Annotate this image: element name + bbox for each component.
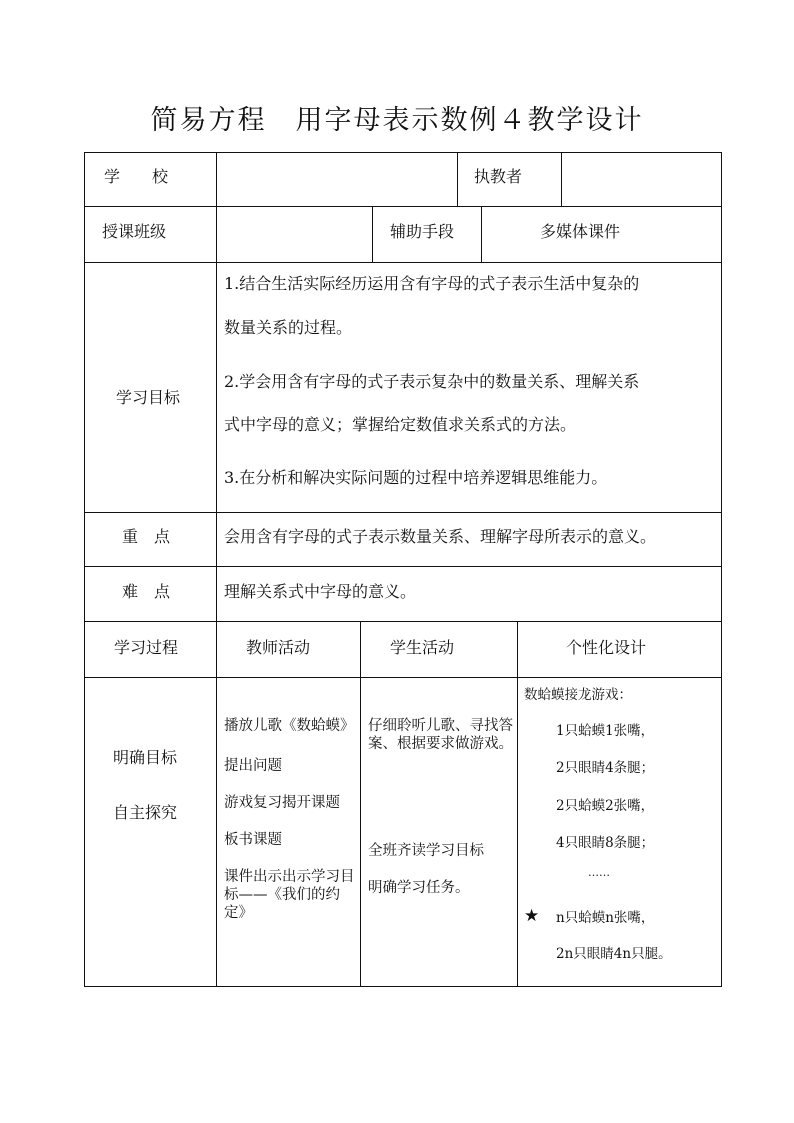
table-border-bottom [84, 986, 722, 987]
row-divider [84, 262, 722, 263]
goal-1-line-2: 数量关系的过程。 [224, 318, 353, 337]
teacher-activity: 播放儿歌《数蛤蟆》 [224, 718, 355, 734]
student-activity: 仔细聆听儿歌、寻找答案、根据要求做游戏。 [368, 718, 513, 752]
goal-2-line-2: 式中字母的意义；掌握给定数值求关系式的方法。 [224, 415, 577, 434]
teacher-label: 执教者 [474, 167, 523, 186]
row-divider [84, 206, 722, 207]
design-line: 1只蛤蟆1张嘴， [556, 723, 655, 739]
design-title: 数蛤蟆接龙游戏： [524, 687, 632, 703]
row-divider [84, 621, 722, 622]
table-border-left [84, 152, 85, 987]
design-line: 2只眼睛4条腿； [556, 760, 655, 776]
star-icon: ★ [524, 906, 540, 926]
col-divider [561, 152, 562, 207]
aid-value: 多媒体课件 [540, 222, 621, 241]
stage-label: 明确目标 [113, 748, 178, 767]
table-border-right [721, 152, 722, 987]
col-divider [517, 621, 518, 987]
process-header-design: 个性化设计 [566, 638, 647, 657]
stage-label: 自主探究 [113, 803, 178, 822]
difficulty-text: 理解关系式中字母的意义。 [224, 582, 417, 601]
col-divider [360, 621, 361, 987]
process-header-student: 学生活动 [390, 638, 455, 657]
design-line: 4只眼睛8条腿； [556, 835, 655, 851]
goals-label: 学习目标 [116, 388, 181, 407]
class-label: 授课班级 [102, 222, 167, 241]
teacher-activity: 板书课题 [224, 832, 282, 848]
teacher-activity: 游戏复习揭开课题 [224, 795, 340, 811]
goal-2-line-1: 2.学会用含有字母的式子表示复杂中的数量关系、理解关系 [224, 372, 640, 391]
school-label: 学 校 [104, 167, 169, 186]
teacher-activity: 提出问题 [224, 758, 282, 774]
teacher-activity: 课件出示出示学习目标——《我们的约定》 [224, 869, 355, 921]
design-line: …… [588, 866, 610, 879]
process-header-teacher: 教师活动 [246, 638, 311, 657]
key-point-label: 重 点 [122, 527, 171, 546]
design-line: n只蛤蟆n张嘴， [556, 910, 655, 926]
difficulty-label: 难 点 [122, 582, 171, 601]
design-line: 2n只眼睛4n只腿。 [556, 946, 672, 962]
row-divider [84, 677, 722, 678]
label-column-divider [216, 152, 217, 987]
row-divider [84, 512, 722, 513]
student-activity: 明确学习任务。 [368, 880, 470, 896]
table-border-top [84, 152, 722, 153]
row-divider [84, 566, 722, 567]
student-activity: 全班齐读学习目标 [368, 843, 484, 859]
goal-3-line-1: 3.在分析和解决实际问题的过程中培养逻辑思维能力。 [224, 468, 608, 487]
process-header-stage: 学习过程 [114, 638, 179, 657]
col-divider [457, 152, 458, 207]
page-title: 简易方程 用字母表示数例４教学设计 [150, 105, 644, 136]
col-divider [372, 206, 373, 263]
design-line: 2只蛤蟆2张嘴， [556, 798, 655, 814]
aid-label: 辅助手段 [390, 222, 455, 241]
key-point-text: 会用含有字母的式子表示数量关系、理解字母所表示的意义。 [224, 527, 657, 546]
col-divider [481, 206, 482, 263]
goal-1-line-1: 1.结合生活实际经历运用含有字母的式子表示生活中复杂的 [224, 274, 640, 293]
